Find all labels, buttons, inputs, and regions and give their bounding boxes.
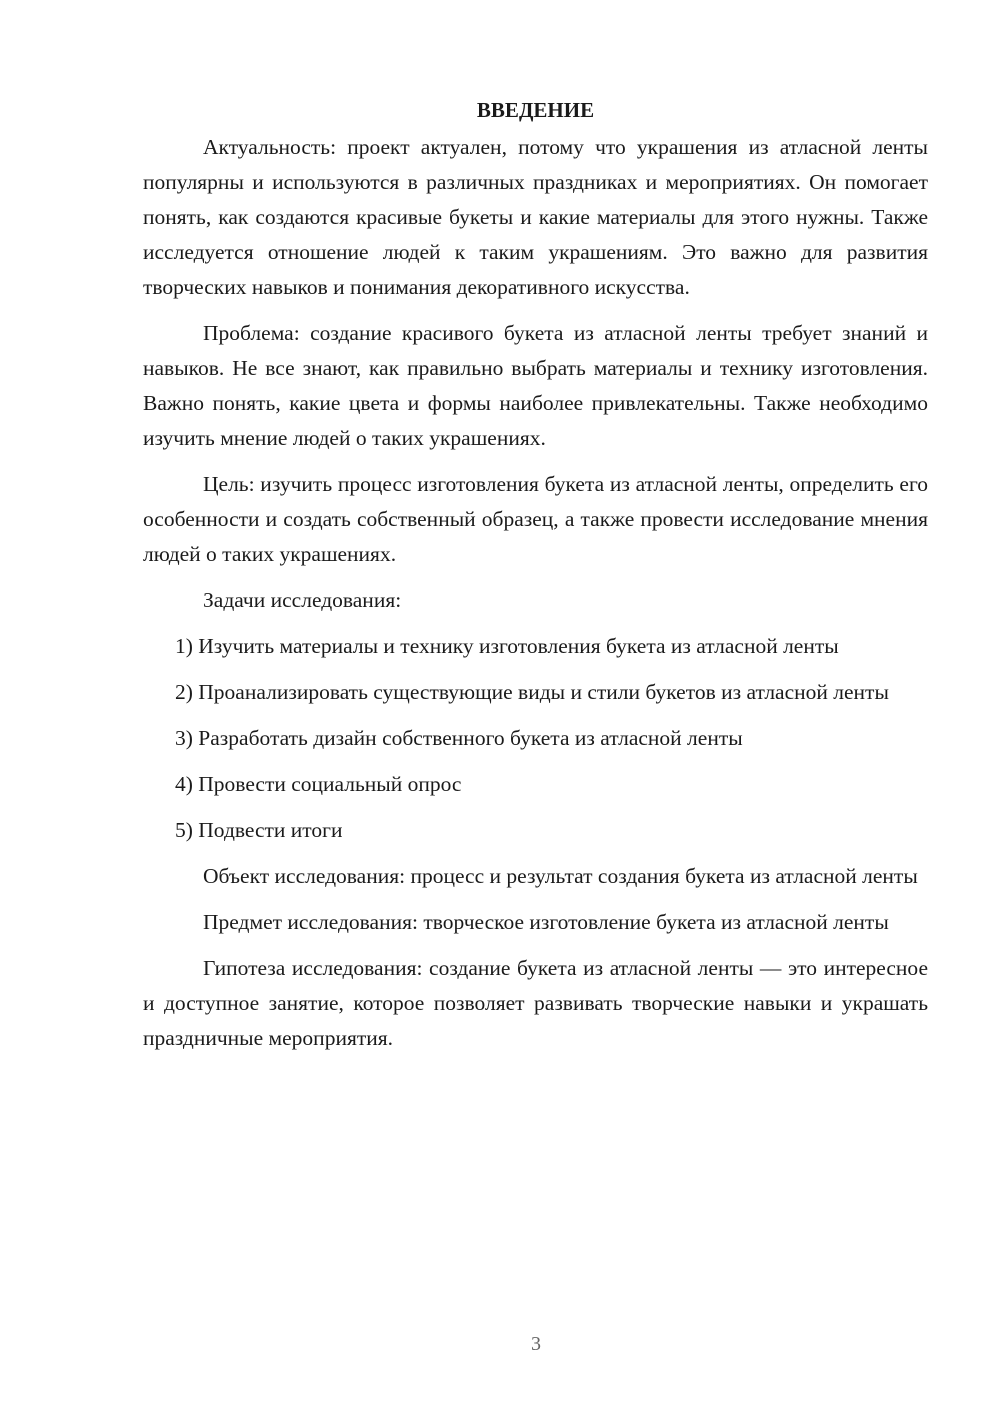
page-title: ВВЕДЕНИЕ	[476, 98, 595, 122]
relevance-paragraph: Актуальность: проект актуален, потому что украшения из атласной ленты популярны и используются в различных праздниках и мероприятиях. Он помогает понять, как создаются красивые букеты и какие материалы для этого нужны. Также исследуется отношение людей к таким украшениям. Это важно для развития творческих навыков и понимания декоративного искусства.	[143, 135, 928, 299]
subject-paragraph: Предмет исследования: творческое изготовление букета из атласной ленты	[203, 910, 889, 934]
page-number: 3	[531, 1333, 541, 1355]
hypothesis-paragraph: Гипотеза исследования: создание букета из атласной ленты — это интересное и доступное занятие, которое позволяет развивать творческие навыки и украшать праздничные мероприятия.	[143, 956, 928, 1050]
document-page	[143, 92, 928, 1067]
object-paragraph: Объект исследования: процесс и результат создания букета из атласной ленты	[203, 864, 918, 888]
task-item-4: 4) Провести социальный опрос	[175, 772, 462, 796]
tasks-title: Задачи исследования:	[203, 588, 402, 612]
problem-paragraph: Проблема: создание красивого букета из атласной ленты требует знаний и навыков. Не все знают, как правильно выбрать материалы и технику изготовления. Важно понять, какие цвета и формы наиболее привлекательны. Также необходимо изучить мнение людей о таких украшениях.	[143, 321, 928, 450]
task-item-3: 3) Разработать дизайн собственного букета из атласной ленты	[175, 726, 743, 750]
goal-paragraph: Цель: изучить процесс изготовления букета из атласной ленты, определить его особенности и создать собственный образец, а также провести исследование мнения людей о таких украшениях.	[143, 472, 928, 566]
task-item-1: 1) Изучить материалы и технику изготовления букета из атласной ленты	[175, 634, 839, 658]
task-item-5: 5) Подвести итоги	[175, 818, 343, 842]
task-item-2: 2) Проанализировать существующие виды и стили букетов из атласной ленты	[175, 680, 889, 704]
